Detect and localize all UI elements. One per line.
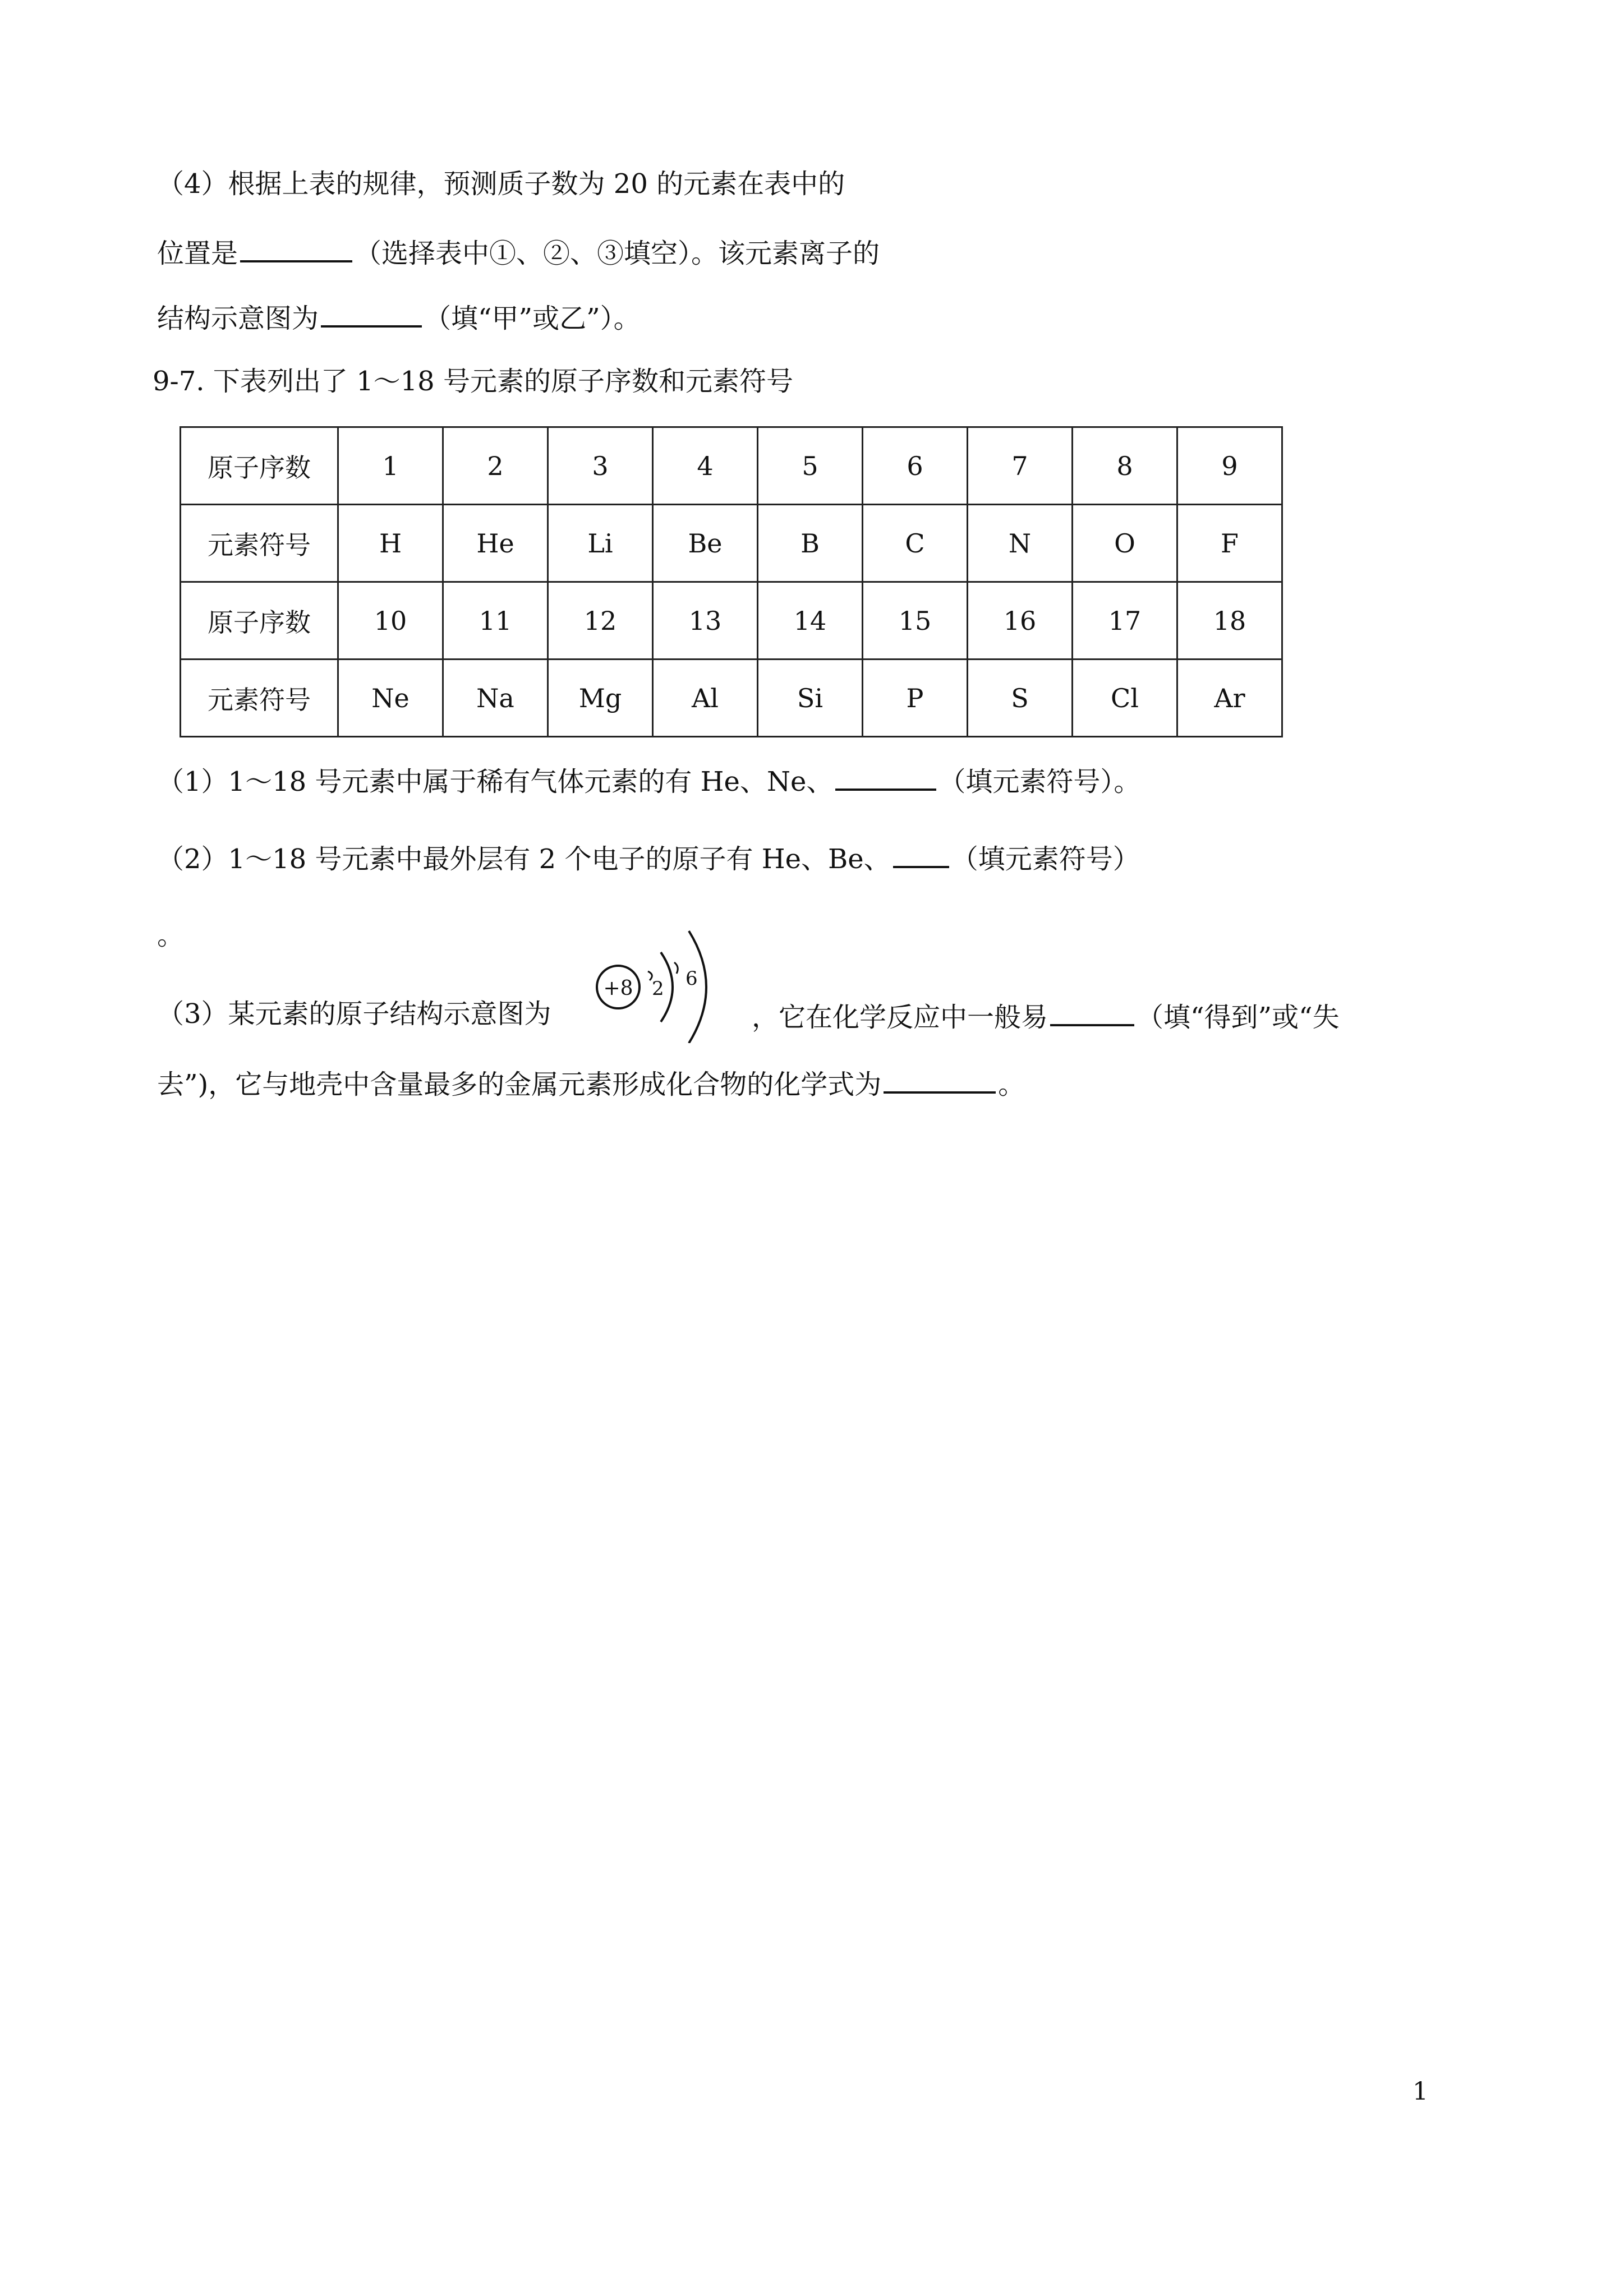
table-cell: B <box>758 505 863 582</box>
table-row <box>181 660 1282 737</box>
q4-line2-suffix: （选择表中①、②、③填空）。该元素离子的 <box>355 238 880 269</box>
table-cell: 12 <box>548 582 653 660</box>
answer-blank-position[interactable] <box>240 232 352 262</box>
sub3-line1-right <box>752 996 1340 1035</box>
table-cell: Cl <box>1073 660 1177 737</box>
table-row-header: 元素符号 <box>181 660 338 737</box>
q4-line2-prefix: 位置是 <box>157 238 238 269</box>
table-cell: 8 <box>1073 427 1177 505</box>
sub2-suffix: （填元素符号） <box>951 843 1140 875</box>
table-cell: P <box>863 660 968 737</box>
table-cell: F <box>1177 505 1282 582</box>
table-row-header: 元素符号 <box>181 505 338 582</box>
table-cell: 17 <box>1073 582 1177 660</box>
sub2-stray-period: 。 <box>157 920 185 951</box>
q4-line2 <box>157 232 880 271</box>
table-row-header: 原子序数 <box>181 427 338 505</box>
table-row <box>181 427 1282 505</box>
answer-blank-formula[interactable] <box>884 1063 996 1094</box>
sub3-line1-left: （3）某元素的原子结构示意图为 <box>157 998 551 1030</box>
table-cell: 3 <box>548 427 653 505</box>
shell-tick-2 <box>674 962 678 974</box>
sub2-line <box>157 838 1140 877</box>
table-cell: 10 <box>338 582 443 660</box>
table-cell: 1 <box>338 427 443 505</box>
sub3-end: （填“得到”或“失 <box>1137 1002 1340 1033</box>
nucleus-charge: +8 <box>603 977 633 1000</box>
table-cell: Be <box>653 505 758 582</box>
table-cell: Al <box>653 660 758 737</box>
table-cell: 7 <box>968 427 1073 505</box>
table-cell: 15 <box>863 582 968 660</box>
table-cell: O <box>1073 505 1177 582</box>
shell1-electrons: 2 <box>652 978 664 1000</box>
table-cell: 14 <box>758 582 863 660</box>
answer-blank-noble-gas[interactable] <box>835 760 936 791</box>
table-cell: S <box>968 660 1073 737</box>
sub3-middle: ，它在化学反应中一般易 <box>752 1002 1048 1033</box>
element-table <box>180 426 1283 737</box>
q4-line3 <box>157 297 641 336</box>
sub3-line2-prefix: 去”)，它与地壳中含量最多的金属元素形成化合物的化学式为 <box>157 1069 882 1100</box>
sub1-suffix: （填元素符号）。 <box>938 766 1141 797</box>
answer-blank-gain-lose[interactable] <box>1050 996 1134 1026</box>
table-row <box>181 582 1282 660</box>
table-cell: He <box>443 505 548 582</box>
table-cell: 9 <box>1177 427 1282 505</box>
answer-blank-diagram[interactable] <box>321 297 422 328</box>
table-cell: Ne <box>338 660 443 737</box>
q4-line3-suffix: （填“甲”或乙”）。 <box>424 303 641 334</box>
q97-heading: 9-7. 下表列出了 1～18 号元素的原子序数和元素符号 <box>153 366 793 397</box>
table-cell: 18 <box>1177 582 1282 660</box>
sub1-prefix: （1）1～18 号元素中属于稀有气体元素的有 He、Ne、 <box>157 766 834 797</box>
table-row <box>181 505 1282 582</box>
table-cell: Na <box>443 660 548 737</box>
table-cell: Ar <box>1177 660 1282 737</box>
atom-structure-diagram <box>589 909 746 1043</box>
q4-line3-prefix: 结构示意图为 <box>157 303 319 334</box>
table-cell: 16 <box>968 582 1073 660</box>
table-cell: H <box>338 505 443 582</box>
sub3-line2-suffix: 。 <box>998 1069 1025 1100</box>
table-cell: 4 <box>653 427 758 505</box>
table-cell: Si <box>758 660 863 737</box>
table-cell: C <box>863 505 968 582</box>
table-cell: 13 <box>653 582 758 660</box>
answer-blank-two-electrons[interactable] <box>893 838 949 868</box>
sub3-line2 <box>157 1063 1025 1103</box>
table-cell: 5 <box>758 427 863 505</box>
table-cell: Mg <box>548 660 653 737</box>
q4-line1: （4）根据上表的规律，预测质子数为 20 的元素在表中的 <box>157 168 845 200</box>
sub2-prefix: （2）1～18 号元素中最外层有 2 个电子的原子有 He、Be、 <box>157 843 891 875</box>
table-cell: 2 <box>443 427 548 505</box>
table-cell: 11 <box>443 582 548 660</box>
shell2-electrons: 6 <box>686 967 698 990</box>
page-number: 1 <box>1413 2077 1428 2106</box>
sub1-line <box>157 760 1140 800</box>
table-cell: N <box>968 505 1073 582</box>
table-cell: 6 <box>863 427 968 505</box>
table-cell: Li <box>548 505 653 582</box>
table-row-header: 原子序数 <box>181 582 338 660</box>
